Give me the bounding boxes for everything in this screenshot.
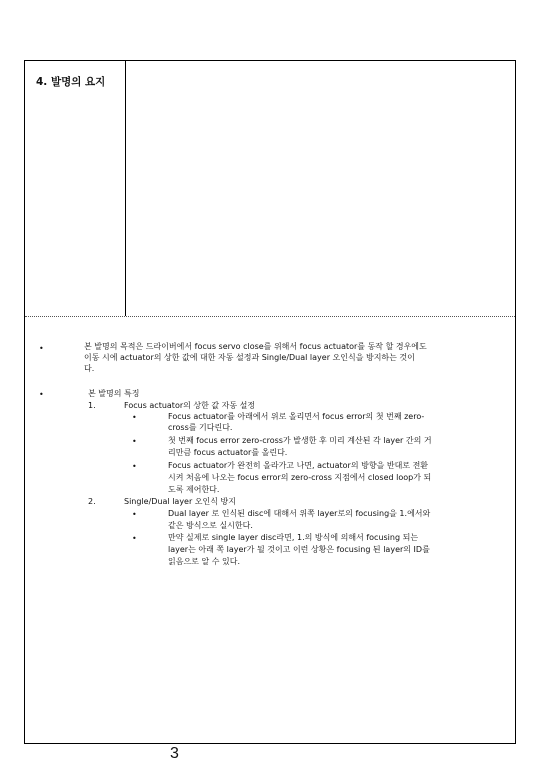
item-1-sub-3-line-3: 도록 제어한다. — [168, 485, 220, 494]
features-heading: 본 발명의 특징 — [88, 389, 140, 398]
purpose-line-2: 이동 시에 actuator의 상한 값에 대한 자동 설정과 Single/Dual layer 오인식을 방지하는 것이 — [84, 353, 415, 362]
features-bullet: • — [39, 390, 44, 399]
item-1-sub-2-bullet: • — [132, 437, 137, 446]
item-1-sub-3-line-1: Focus actuator가 완전히 올라가고 나면, actuator의 방향을 반대로 전환 — [168, 461, 429, 470]
item-1-title: Focus actuator의 상한 값 자동 설정 — [124, 401, 256, 410]
purpose-line-1: 본 발명의 목적은 드라이버에서 focus servo close를 위해서 focus actuator를 동작 할 경우에도 — [84, 342, 427, 351]
item-1-sub-3-bullet: • — [132, 462, 137, 471]
item-2-sub-2-line-3: 읽음으로 알 수 있다. — [168, 557, 240, 566]
item-2-sub-1-line-2: 같은 방식으로 실시한다. — [168, 521, 253, 530]
item-2-sub-2-bullet: • — [132, 534, 137, 543]
item-1-sub-1-line-1: Focus actuator를 아래에서 위로 올리면서 focus error의 첫 번째 zero- — [168, 412, 425, 421]
page-number: 3 — [170, 745, 179, 762]
item-2-title: Single/Dual layer 오인식 방지 — [124, 497, 236, 506]
item-2-sub-1-bullet: • — [132, 510, 137, 519]
item-2-number: 2. — [88, 497, 96, 506]
item-1-sub-2-line-2: 리만큼 focus actuator를 올린다. — [168, 448, 288, 457]
item-1-number: 1. — [88, 401, 96, 410]
item-2-sub-1-line-1: Dual layer 로 인식된 disc에 대해서 위쪽 layer로의 focusing을 1.에서와 — [168, 509, 431, 518]
item-1-sub-3-line-2: 시켜 처음에 나오는 focus error의 zero-cross 지점에서 closed loop가 되 — [168, 473, 432, 482]
purpose-line-3: 다. — [84, 364, 95, 373]
item-1-sub-1-line-2: cross를 기다린다. — [168, 423, 233, 432]
purpose-bullet: • — [39, 344, 44, 353]
item-1-sub-1-bullet: • — [132, 413, 137, 422]
section-title: 4. 발명의 요지 — [36, 76, 106, 88]
item-1-sub-2-line-1: 첫 번째 focus error zero-cross가 발생한 후 미리 계산된 각 layer 간의 거 — [168, 436, 432, 445]
item-2-sub-2-line-2: layer는 아래 쪽 layer가 될 것이고 이런 상황은 focusing 된 layer의 ID를 — [168, 545, 430, 554]
item-2-sub-2-line-1: 만약 실제로 single layer disc라면, 1.의 방식에 의해서 focusing 되는 — [168, 533, 419, 542]
